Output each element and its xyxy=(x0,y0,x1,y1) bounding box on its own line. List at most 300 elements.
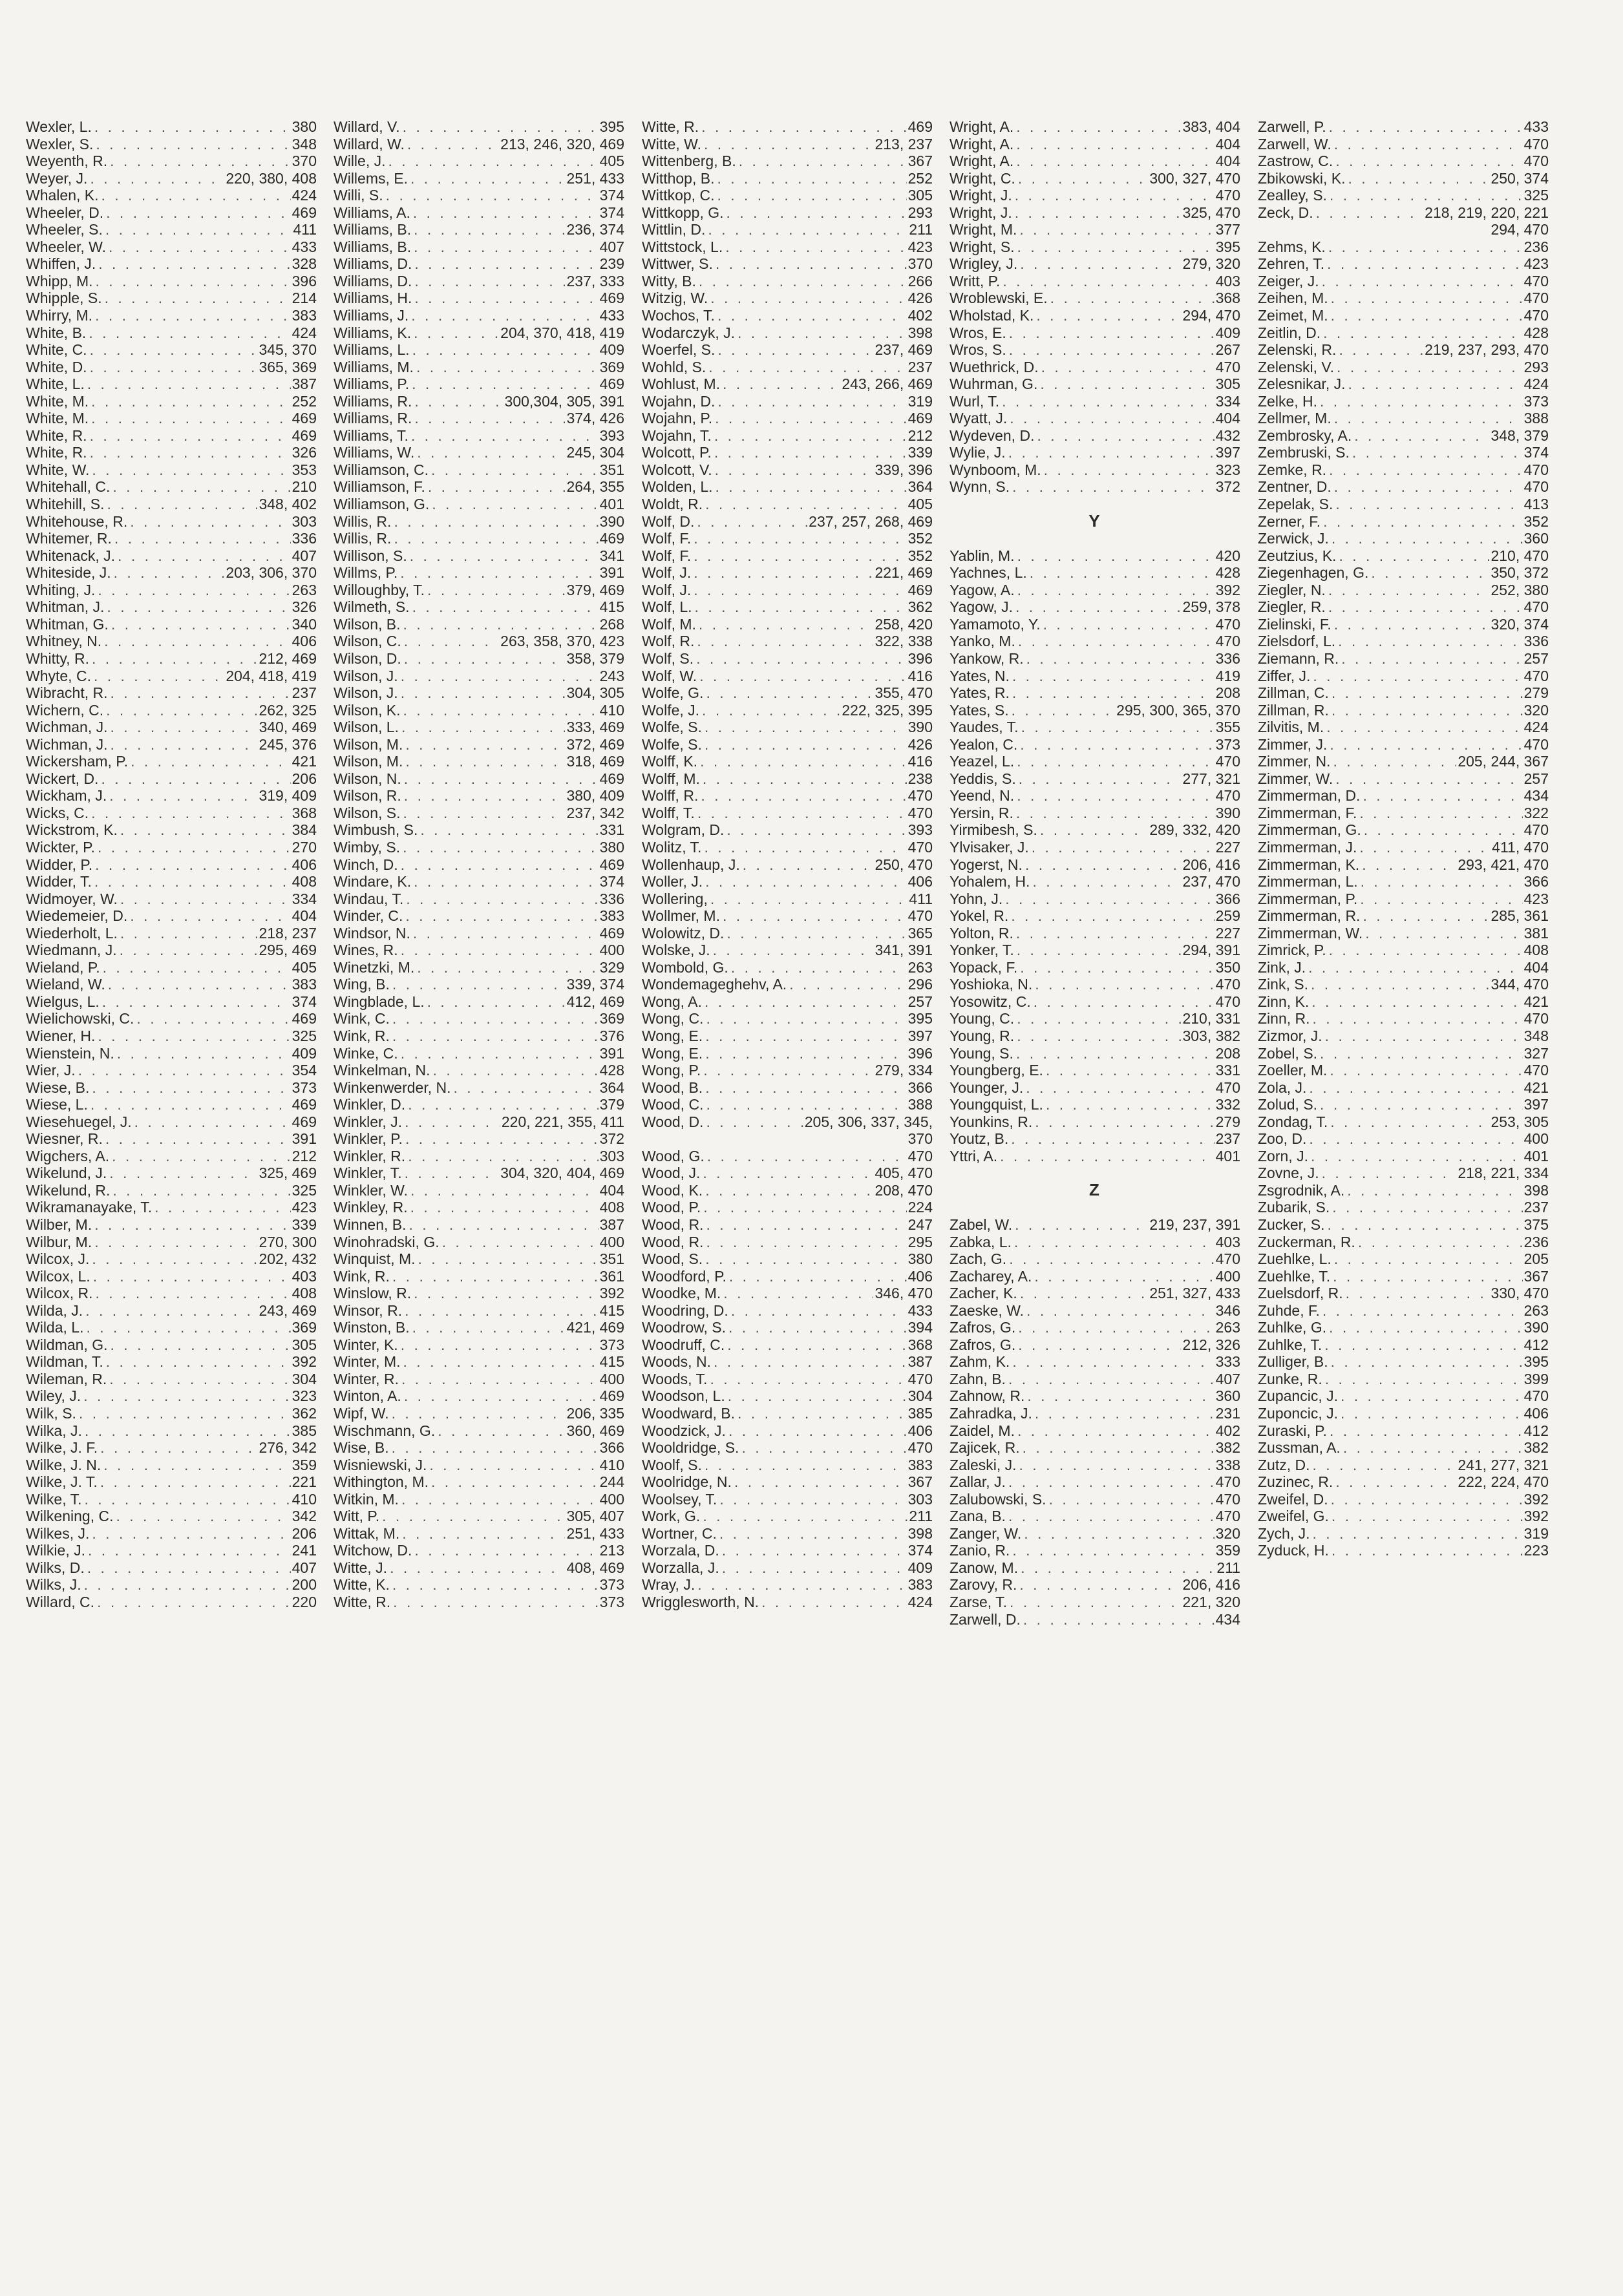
dot-leader xyxy=(111,1336,291,1354)
dot-leader xyxy=(1325,1371,1523,1388)
person-name: Winkler, R. xyxy=(334,1147,406,1164)
page-numbers: 241, 277, 321 xyxy=(1458,1456,1549,1473)
person-name: Wilda, L. xyxy=(26,1319,84,1336)
index-entry xyxy=(642,1148,933,1165)
dot-leader xyxy=(416,359,599,376)
page-numbers: 469 xyxy=(599,1387,624,1405)
index-entry xyxy=(26,839,317,856)
index-entry xyxy=(949,719,1240,736)
page-numbers: 340 xyxy=(292,615,317,633)
page-numbers: 205, 306, 337, 345, xyxy=(804,1113,933,1130)
index-entry xyxy=(642,1473,933,1491)
dot-leader xyxy=(414,1542,598,1559)
dot-leader xyxy=(403,702,599,719)
person-name: Whitehall, C. xyxy=(26,478,111,496)
index-entry xyxy=(1258,736,1549,753)
person-name: Wortner, C. xyxy=(642,1524,717,1542)
person-name: Wolf, J. xyxy=(642,581,692,598)
dot-leader xyxy=(414,221,565,238)
index-entry xyxy=(642,1113,933,1131)
index-entry-continuation xyxy=(1258,221,1549,238)
dot-leader xyxy=(410,1182,599,1199)
index-entry xyxy=(1258,582,1549,599)
index-entry xyxy=(949,1387,1240,1405)
index-entry xyxy=(949,684,1240,702)
index-entry xyxy=(334,1353,624,1371)
person-name: Wood, C. xyxy=(642,1096,704,1113)
dot-leader xyxy=(90,1096,291,1113)
index-entry xyxy=(26,1559,317,1577)
page-numbers: 470 xyxy=(1215,1490,1240,1508)
dot-leader xyxy=(1012,702,1116,719)
person-name: Winkler, T. xyxy=(334,1164,402,1182)
index-entry xyxy=(334,1130,624,1148)
dot-leader xyxy=(699,668,906,685)
index-entry xyxy=(1258,770,1549,788)
page-numbers: 383 xyxy=(599,907,624,925)
index-entry xyxy=(334,1079,624,1097)
page-numbers: 402 xyxy=(907,307,933,324)
page-numbers: 395 xyxy=(599,118,624,135)
person-name: Whitenack, J. xyxy=(26,547,116,564)
person-name: Wholstad, K. xyxy=(949,307,1034,324)
person-name: Wolf, M. xyxy=(642,615,696,633)
dot-leader xyxy=(94,668,224,685)
index-entry xyxy=(949,1542,1240,1559)
person-name: Woodring, D. xyxy=(642,1301,728,1319)
person-name: Wilson, K. xyxy=(334,701,401,719)
index-entry xyxy=(26,959,317,976)
person-name: Zielsdorf, L. xyxy=(1258,633,1336,650)
dot-leader xyxy=(1358,1234,1523,1251)
page-numbers: 387 xyxy=(292,375,317,393)
dot-leader xyxy=(1362,856,1456,874)
page-numbers: 373 xyxy=(599,1594,624,1611)
index-entry xyxy=(334,427,624,445)
index-entry xyxy=(642,496,933,513)
index-entry xyxy=(26,204,317,222)
page-numbers: 257 xyxy=(907,993,933,1010)
page-numbers: 346, 470 xyxy=(875,1285,933,1302)
dot-leader xyxy=(1015,1216,1148,1234)
person-name: Wikramanayake, T. xyxy=(26,1199,153,1216)
page-numbers: 364 xyxy=(907,478,933,496)
dot-leader xyxy=(1334,478,1523,496)
index-entry xyxy=(1258,907,1549,925)
page-numbers: 253, 305 xyxy=(1490,1113,1549,1130)
index-entry xyxy=(949,153,1240,170)
dot-leader xyxy=(704,136,873,153)
person-name: Zizmor, J. xyxy=(1258,1027,1322,1044)
index-entry xyxy=(26,873,317,890)
index-entry xyxy=(334,1216,624,1234)
page-numbers: 348 xyxy=(292,135,317,153)
dot-leader xyxy=(414,1285,598,1302)
index-entry xyxy=(334,444,624,461)
index-entry xyxy=(642,993,933,1011)
person-name: Zeutzius, K. xyxy=(1258,547,1337,564)
person-name: Wheeler, D. xyxy=(26,204,104,221)
person-name: Wigchers, A. xyxy=(26,1147,110,1164)
dot-leader xyxy=(90,341,258,359)
page-numbers: 319, 409 xyxy=(259,787,317,805)
page-numbers: 470 xyxy=(1523,1062,1549,1079)
page-numbers: 331 xyxy=(599,821,624,839)
person-name: Zelenski, R. xyxy=(1258,341,1337,359)
person-name: Wolf, W. xyxy=(642,667,697,684)
index-entry xyxy=(26,359,317,376)
dot-leader xyxy=(1326,719,1522,736)
page-numbers: 367 xyxy=(1523,1267,1549,1285)
person-name: Wright, M. xyxy=(949,221,1017,238)
page-numbers: 346 xyxy=(1215,1301,1240,1319)
dot-leader xyxy=(116,1508,290,1525)
person-name: White, M. xyxy=(26,392,89,410)
dot-leader xyxy=(382,1508,565,1525)
page-numbers: 227 xyxy=(1215,924,1240,942)
dot-leader xyxy=(100,1439,257,1457)
index-entry xyxy=(26,1405,317,1422)
dot-leader xyxy=(1341,650,1522,668)
index-entry xyxy=(26,753,317,770)
dot-leader xyxy=(401,942,599,959)
index-entry xyxy=(949,410,1240,427)
index-entry xyxy=(949,633,1240,650)
person-name: Weyer, J. xyxy=(26,169,88,187)
page-numbers: 339, 374 xyxy=(566,976,624,993)
index-entry xyxy=(949,1594,1240,1611)
dot-leader xyxy=(1331,1491,1523,1508)
dot-leader xyxy=(1012,1542,1214,1559)
page-numbers: 263 xyxy=(292,581,317,598)
page-numbers: 369 xyxy=(599,358,624,375)
index-entry xyxy=(26,478,317,496)
dot-leader xyxy=(1017,1422,1215,1440)
person-name: Wines, R. xyxy=(334,942,398,959)
person-name: Zulliger, B. xyxy=(1258,1353,1328,1371)
index-entry xyxy=(26,255,317,273)
page-numbers: 374 xyxy=(599,187,624,204)
index-entry xyxy=(334,1062,624,1079)
index-entry xyxy=(642,444,933,461)
index-entry xyxy=(1258,530,1549,547)
index-entry xyxy=(26,1285,317,1302)
index-entry xyxy=(642,668,933,685)
person-name: Winetzki, M. xyxy=(334,958,415,976)
page-numbers: 423 xyxy=(1523,890,1549,907)
page-numbers: 212, 326 xyxy=(1182,1336,1240,1353)
person-name: Worzala, D. xyxy=(642,1542,719,1559)
person-name: Yeazel, L. xyxy=(949,753,1015,770)
dot-leader xyxy=(414,873,598,890)
page-numbers: 407 xyxy=(1215,1370,1240,1387)
dot-leader xyxy=(1328,598,1523,616)
page-numbers: 212, 469 xyxy=(259,649,317,667)
dot-leader xyxy=(1313,668,1522,685)
page-numbers: 329 xyxy=(599,958,624,976)
dot-leader xyxy=(1024,1525,1214,1543)
page-numbers: 243, 469 xyxy=(259,1301,317,1319)
index-column-4 xyxy=(949,118,1240,1628)
index-entry xyxy=(949,770,1240,788)
index-entry xyxy=(334,890,624,908)
dot-leader xyxy=(705,719,907,736)
dot-leader xyxy=(438,1422,565,1440)
person-name: Winter, K. xyxy=(334,1336,398,1353)
index-entry xyxy=(26,221,317,238)
page-numbers: 469 xyxy=(599,924,624,942)
dot-leader xyxy=(1331,290,1523,307)
index-entry xyxy=(334,1508,624,1525)
person-name: Williams, J. xyxy=(334,307,409,324)
index-entry xyxy=(1258,1027,1549,1045)
page-numbers: 469 xyxy=(292,1113,317,1130)
index-entry xyxy=(949,1508,1240,1525)
person-name: Wollering, xyxy=(642,890,708,907)
dot-leader xyxy=(1331,307,1523,324)
dot-leader xyxy=(1035,1113,1214,1131)
page-numbers: 212 xyxy=(292,1147,317,1164)
person-name: Zellmer, M. xyxy=(1258,410,1331,427)
index-entry xyxy=(334,547,624,565)
person-name: Willis, R. xyxy=(334,512,392,530)
person-name: Wickham, J. xyxy=(26,787,107,805)
dot-leader xyxy=(405,907,598,925)
dot-leader xyxy=(1330,187,1523,204)
dot-leader xyxy=(1320,1096,1523,1113)
page-numbers: 405 xyxy=(907,496,933,513)
index-entry xyxy=(1258,341,1549,359)
index-entry xyxy=(642,170,933,187)
page-numbers: 323 xyxy=(1215,461,1240,478)
dot-leader xyxy=(1308,959,1523,976)
index-entry xyxy=(334,1096,624,1113)
index-entry xyxy=(949,1525,1240,1543)
page-numbers: 294, 391 xyxy=(1182,942,1240,959)
page-numbers: 210 xyxy=(292,478,317,496)
page-numbers: 325 xyxy=(292,1181,317,1199)
person-name: Writt, P. xyxy=(949,272,1001,290)
index-entry xyxy=(949,1491,1240,1508)
index-entry xyxy=(334,702,624,719)
dot-leader xyxy=(705,1182,873,1199)
index-entry xyxy=(26,1182,317,1199)
page-numbers: 359 xyxy=(292,1456,317,1473)
index-entry xyxy=(642,787,933,805)
person-name: Wilcox, R. xyxy=(26,1285,93,1302)
page-numbers: 206 xyxy=(292,1524,317,1542)
index-entry xyxy=(26,993,317,1011)
page-numbers: 400 xyxy=(599,1490,624,1508)
person-name: Wolcott, P. xyxy=(642,444,712,461)
dot-leader xyxy=(1328,1216,1523,1234)
dot-leader xyxy=(442,1234,599,1251)
page-numbers: 366 xyxy=(1215,890,1240,907)
person-name: Wood, R. xyxy=(642,1216,704,1233)
dot-leader xyxy=(717,341,873,359)
person-name: Wong, C. xyxy=(642,1010,704,1027)
person-name: Wodarczyk, J. xyxy=(642,324,735,341)
page-numbers: 325, 469 xyxy=(259,1164,317,1182)
page-numbers: 221 xyxy=(292,1473,317,1491)
index-entry xyxy=(334,856,624,874)
person-name: Worzalla, J. xyxy=(642,1559,719,1576)
index-entry xyxy=(1258,204,1549,222)
dot-leader xyxy=(1015,187,1215,204)
page-numbers: 372, 469 xyxy=(566,735,624,753)
index-entry-continuation xyxy=(642,1130,933,1148)
page-numbers: 206, 416 xyxy=(1182,856,1240,873)
page-numbers: 383 xyxy=(292,976,317,993)
index-entry xyxy=(1258,1387,1549,1405)
person-name: Zaleski, J. xyxy=(949,1456,1017,1473)
dot-leader xyxy=(1017,787,1214,805)
index-entry xyxy=(26,1371,317,1388)
dot-leader xyxy=(90,359,258,376)
person-name: Zunke, R. xyxy=(1258,1370,1322,1387)
person-name: Wrigglesworth, N. xyxy=(642,1594,759,1611)
person-name: Yaudes, T. xyxy=(949,719,1019,736)
page-numbers: 415 xyxy=(599,1353,624,1371)
index-entry xyxy=(334,1576,624,1594)
page-numbers: 203, 306, 370 xyxy=(226,564,317,582)
index-entry xyxy=(642,530,933,547)
index-entry xyxy=(26,1164,317,1182)
page-numbers: 403 xyxy=(1215,1233,1240,1250)
person-name: Wickstrom, K. xyxy=(26,821,118,839)
person-name: Wood, D. xyxy=(642,1113,704,1130)
dot-leader xyxy=(412,341,599,359)
index-entry xyxy=(26,324,317,342)
page-numbers: 469 xyxy=(292,204,317,221)
index-entry xyxy=(642,1302,933,1320)
person-name: Wilks, D. xyxy=(26,1559,85,1576)
page-numbers: 294, 470 xyxy=(1182,307,1240,324)
dot-leader xyxy=(714,1353,907,1371)
page-numbers: 247 xyxy=(907,1216,933,1233)
page-numbers: 410 xyxy=(599,701,624,719)
page-numbers: 470 xyxy=(1215,1079,1240,1096)
person-name: Witte, J. xyxy=(334,1559,388,1576)
person-name: Wiedemeier, D. xyxy=(26,907,128,925)
dot-leader xyxy=(1309,1130,1522,1148)
dot-leader xyxy=(1313,1010,1523,1027)
dot-leader xyxy=(414,410,565,427)
dot-leader xyxy=(1036,307,1181,324)
index-entry xyxy=(642,907,933,925)
dot-leader xyxy=(392,1268,599,1285)
index-entry xyxy=(642,1268,933,1285)
index-entry xyxy=(1258,959,1549,976)
person-name: Willems, E. xyxy=(334,169,408,187)
page-numbers: 252 xyxy=(292,392,317,410)
page-numbers: 470 xyxy=(1523,1010,1549,1027)
dot-leader xyxy=(1348,170,1489,187)
page-numbers: 368 xyxy=(1215,290,1240,307)
index-entry xyxy=(1258,805,1549,822)
index-entry xyxy=(642,1576,933,1594)
person-name: Zubarik, S. xyxy=(1258,1199,1330,1216)
person-name: Wildman, G. xyxy=(26,1336,108,1353)
person-name: Winnen, B. xyxy=(334,1216,407,1233)
page-numbers: 205, 244, 367 xyxy=(1458,753,1549,770)
person-name: Withington, M. xyxy=(334,1473,429,1491)
page-numbers: 322, 338 xyxy=(875,633,933,650)
page-numbers: 470 xyxy=(1523,290,1549,307)
index-entry xyxy=(949,1268,1240,1285)
dot-leader xyxy=(710,1371,906,1388)
dot-leader xyxy=(94,1234,257,1251)
page-numbers: 352 xyxy=(907,547,933,564)
index-entry xyxy=(1258,1473,1549,1491)
index-entry xyxy=(1258,668,1549,685)
index-entry xyxy=(334,324,624,342)
dot-leader xyxy=(1021,719,1215,736)
person-name: Wolf, J. xyxy=(642,564,692,582)
index-entry xyxy=(949,1148,1240,1165)
index-entry xyxy=(642,1045,933,1062)
index-entry xyxy=(1258,1113,1549,1131)
page-numbers: 370 xyxy=(292,153,317,170)
page-numbers: 350, 372 xyxy=(1490,564,1549,582)
index-entry xyxy=(949,427,1240,445)
index-entry xyxy=(949,1010,1240,1027)
person-name: Zucker, S. xyxy=(1258,1216,1325,1233)
dot-leader xyxy=(1010,1594,1181,1611)
index-entry xyxy=(1258,461,1549,479)
person-name: Wheeler, S. xyxy=(26,221,103,238)
person-name: Wischmann, G. xyxy=(334,1422,436,1439)
person-name: Wurl, T. xyxy=(949,392,1000,410)
index-entry xyxy=(26,1508,317,1525)
page-numbers: 373 xyxy=(292,1079,317,1096)
person-name: Wynboom, M. xyxy=(949,461,1041,478)
index-entry xyxy=(26,736,317,753)
index-entry xyxy=(26,770,317,788)
dot-leader xyxy=(1364,821,1523,839)
person-name: Wray, J. xyxy=(642,1576,695,1594)
index-entry xyxy=(1258,359,1549,376)
person-name: Yachnes, L. xyxy=(949,564,1027,582)
page-numbers: 406 xyxy=(907,1267,933,1285)
page-numbers: 433 xyxy=(599,307,624,324)
page-numbers: 388 xyxy=(1523,410,1549,427)
dot-leader xyxy=(91,393,291,410)
page-numbers: 365, 369 xyxy=(259,358,317,375)
person-name: Winkler, J. xyxy=(334,1113,403,1130)
person-name: Wilkie, J. xyxy=(26,1542,85,1559)
dot-leader xyxy=(1000,1148,1214,1165)
index-entry xyxy=(26,633,317,650)
page-numbers: 369 xyxy=(599,1010,624,1027)
dot-leader xyxy=(1012,668,1215,685)
index-entry xyxy=(949,564,1240,582)
index-entry xyxy=(26,1473,317,1491)
person-name: Zuehlke, T. xyxy=(1258,1267,1331,1285)
dot-leader xyxy=(1018,170,1148,187)
person-name: Wier, J. xyxy=(26,1062,76,1079)
dot-leader xyxy=(1011,1130,1214,1148)
index-entry xyxy=(642,1010,933,1027)
person-name: Whalen, K. xyxy=(26,187,99,204)
index-entry xyxy=(642,925,933,942)
person-name: Zach, G. xyxy=(949,1250,1007,1268)
person-name: Yates, R. xyxy=(949,684,1010,702)
page-numbers: 470 xyxy=(907,907,933,925)
page-numbers: 219, 237, 293, 470 xyxy=(1425,341,1549,359)
index-entry xyxy=(334,598,624,616)
page-numbers: 374 xyxy=(907,1542,933,1559)
